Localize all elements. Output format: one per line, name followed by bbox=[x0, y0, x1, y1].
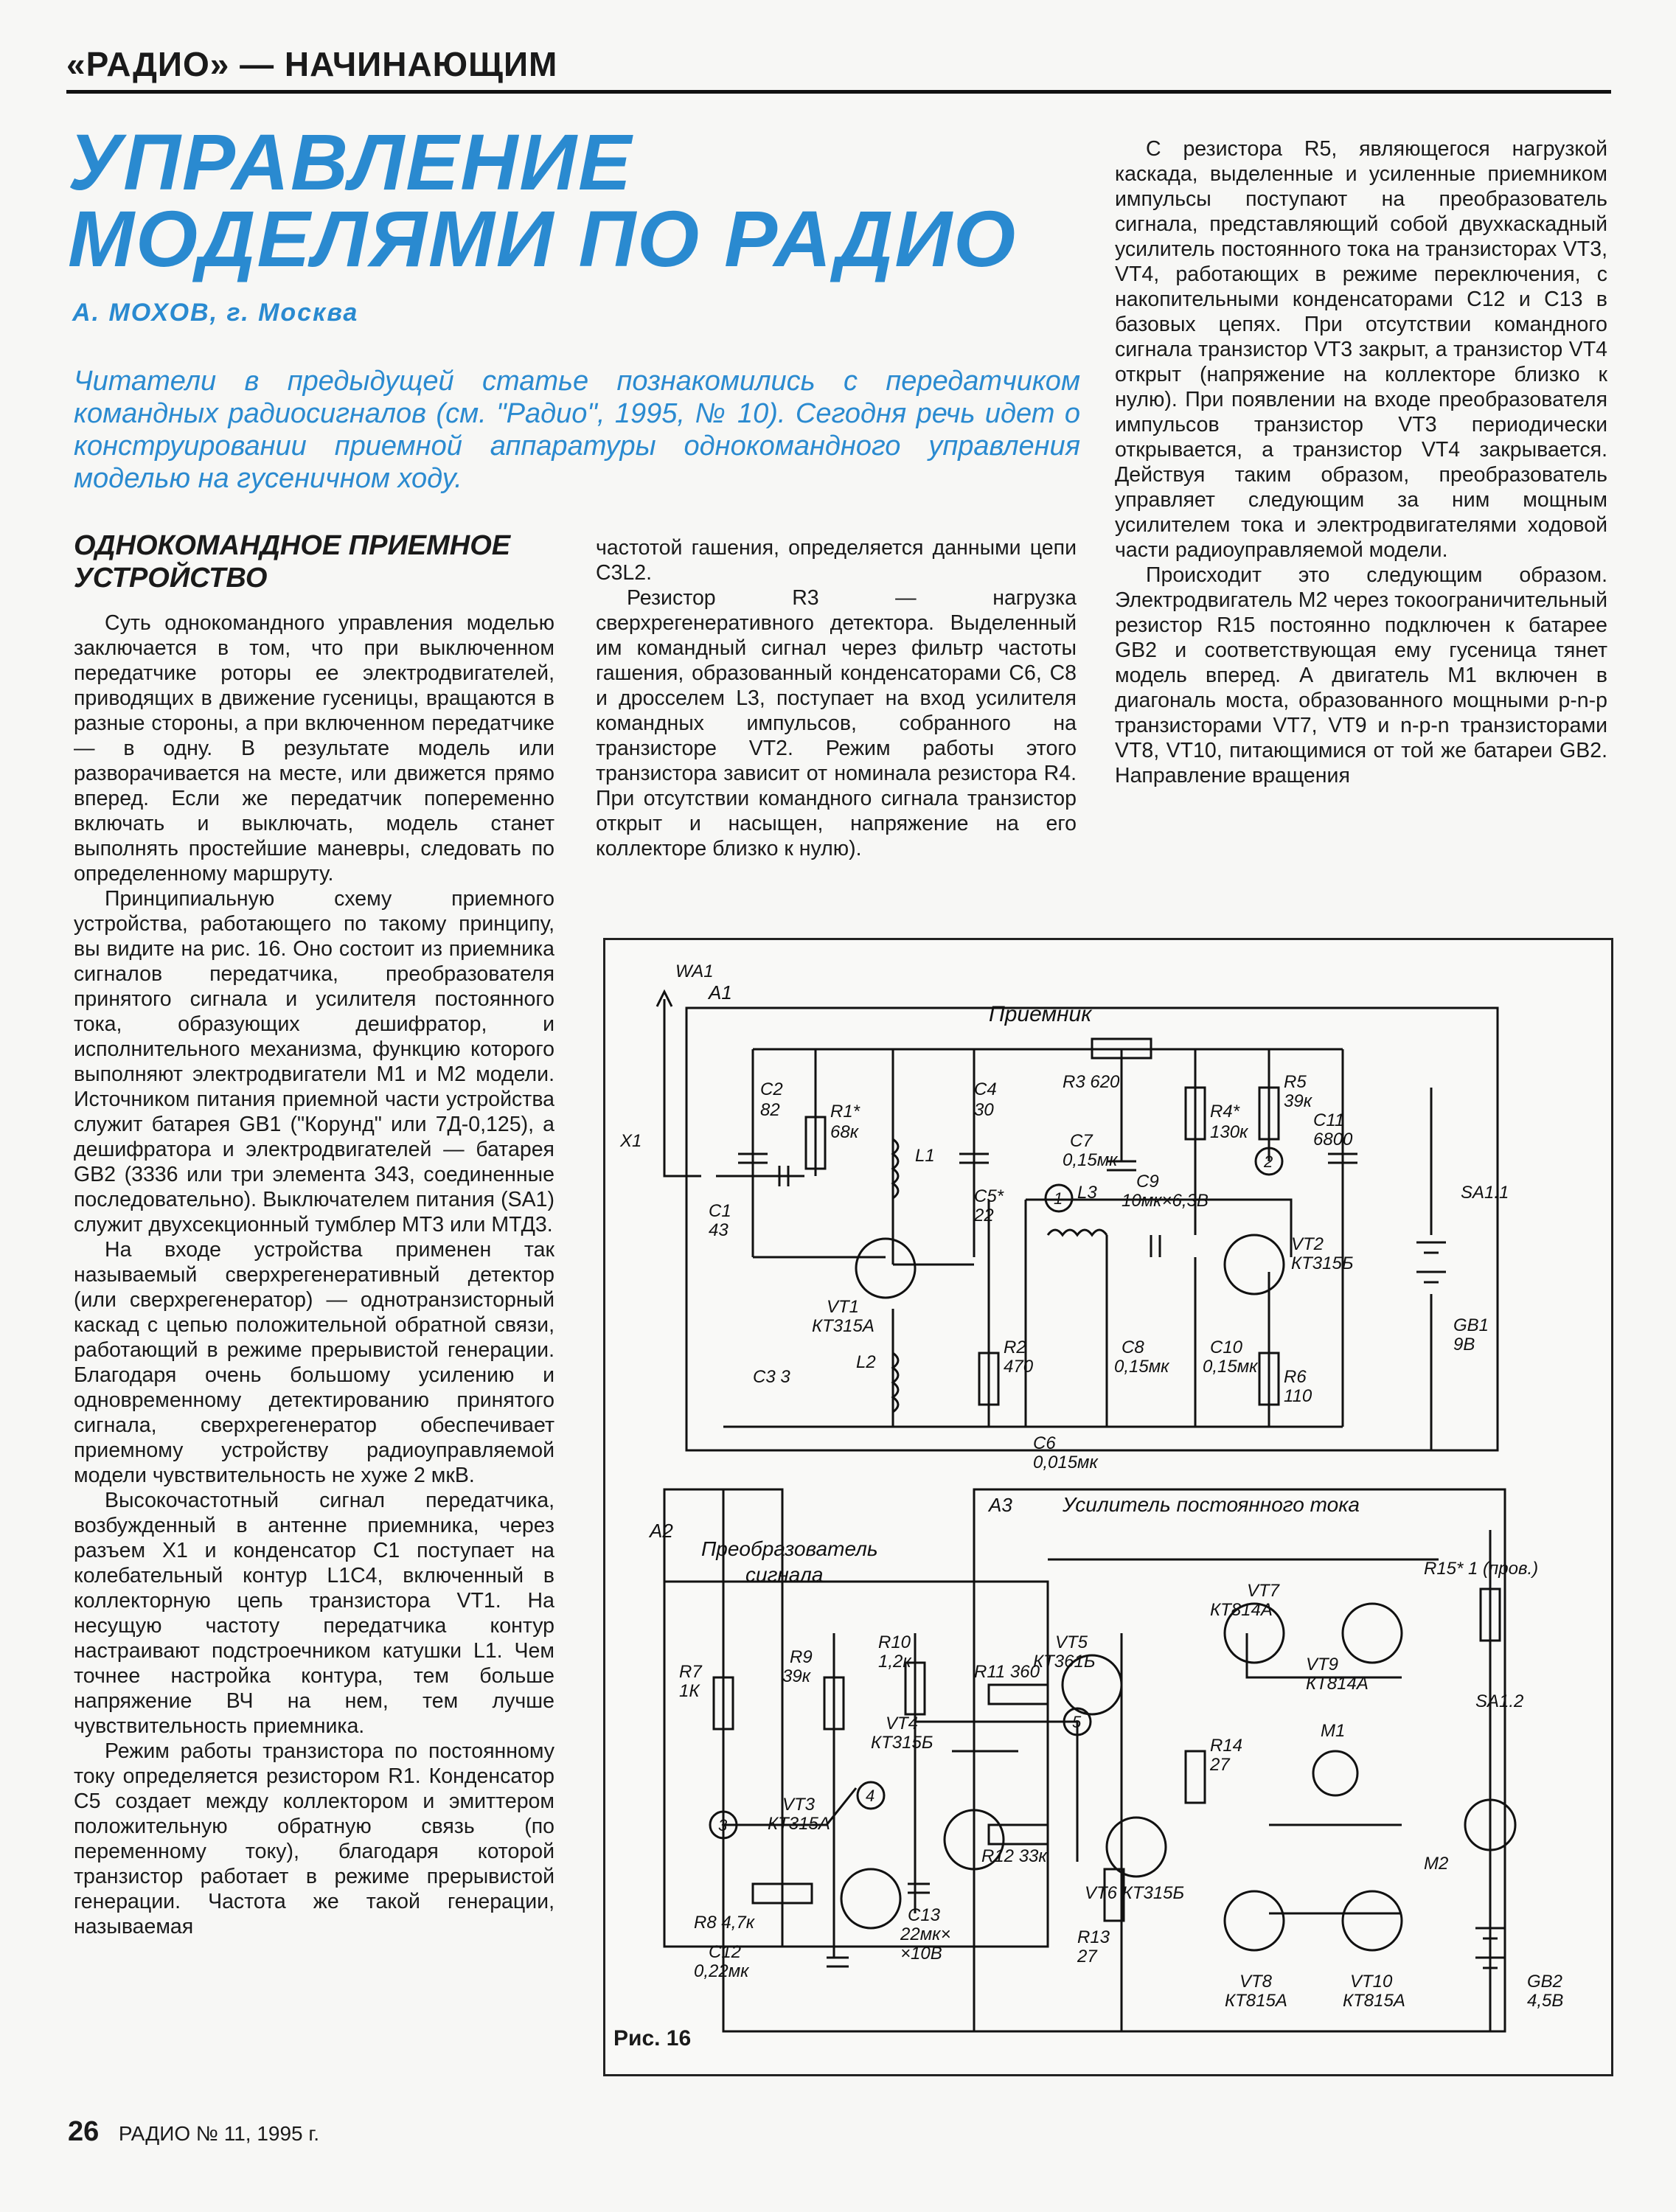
label-vt1-type: КТ315А bbox=[812, 1316, 874, 1336]
label-a2: A2 bbox=[650, 1520, 673, 1542]
label-l3: L3 bbox=[1077, 1183, 1097, 1203]
label-c10-value: 0,15мк bbox=[1203, 1357, 1258, 1377]
paragraph: На входе устройства применен так называемый сверхрегенеративный детектор (или сверхрегенератор) — однотранзисторный каскад с цепью положительной обратной связи, работающий в режиме прерывистой генерации. Благодаря очень большому усилению и одновременному детектированию принятого сигнала, сверхрегенератор обеспечивает приемному устройству радиоуправляемой модели чувствительность не хуже 2 мкВ. bbox=[74, 1238, 554, 1487]
motor-m1-symbol bbox=[1313, 1751, 1357, 1795]
battery-gb1-symbol bbox=[1416, 1242, 1446, 1282]
label-r9: R9 bbox=[790, 1647, 813, 1667]
lead-paragraph: Читатели в предыдущей статье познакомились с передатчиком командных радиосигналов (см. "Радио", 1995, № 10). Сегодня речь идет о конструировании приемной аппаратуры однокомандного управления моделью на гусеничном ходу. bbox=[74, 366, 1080, 494]
transistor-vt2-symbol bbox=[1225, 1235, 1284, 1294]
label-c6: C6 bbox=[1033, 1433, 1056, 1453]
label-vt1: VT1 bbox=[827, 1297, 860, 1317]
label-vt5-type: КТ361Б bbox=[1033, 1652, 1096, 1672]
transistor-vt1-symbol bbox=[856, 1239, 915, 1298]
label-vt4-type: КТ315Б bbox=[871, 1733, 933, 1753]
label-c9: C9 bbox=[1136, 1172, 1159, 1192]
label-r5-value: 39к bbox=[1284, 1091, 1312, 1111]
magazine-issue: РАДИО № 11, 1995 г. bbox=[118, 2122, 319, 2145]
capacitor-c13-symbol bbox=[908, 1884, 930, 1893]
label-vt7: VT7 bbox=[1247, 1581, 1280, 1601]
label-l2: L2 bbox=[856, 1352, 876, 1372]
label-sa12: SA1.2 bbox=[1475, 1691, 1524, 1711]
text-column-1 bbox=[74, 611, 554, 1939]
label-c9-value: 10мк×6,3В bbox=[1122, 1191, 1209, 1211]
label-c3: C3 3 bbox=[753, 1367, 790, 1387]
label-a3-title: Усилитель постоянного тока bbox=[1063, 1493, 1360, 1516]
page-footer bbox=[68, 2116, 319, 2148]
paragraph: частотой гашения, определяется данными цепи C3L2. bbox=[596, 536, 1077, 585]
label-vt3: VT3 bbox=[782, 1795, 816, 1815]
title-line-1: УПРАВЛЕНИЕ bbox=[68, 117, 633, 206]
section-header: «РАДИО» — НАЧИНАЮЩИМ bbox=[66, 45, 558, 83]
wire-node5 bbox=[915, 1722, 1077, 1862]
label-r10: R10 bbox=[878, 1632, 911, 1652]
transistor-vt10-symbol bbox=[1343, 1891, 1402, 1950]
paragraph: Суть однокомандного управления моделью заключается в том, что при выключенном передатчике роторы ее электродвигателей, приводящих в движение гусеницы, вращаются в разные стороны, а при включенном передатчике — в одну. В результате модель или разворачивается на месте, или движется прямо вперед. Если же передатчик попеременно включать и выключать, модель станет выполнять простейшие маневры, следовать по определенному маршруту. bbox=[74, 611, 554, 886]
capacitor-c9-symbol bbox=[1151, 1235, 1160, 1257]
label-gb2-value: 4,5В bbox=[1527, 1991, 1564, 2011]
rail-converter-bottom bbox=[723, 1489, 1498, 2031]
paragraph: Происходит это следующим образом. Электродвигатель М2 через токоограничительный резистор R15 постоянно подключен к батарее GB2 и соответствующая ему гусеница тянет модель вперед. А двигатель М1 включен в диагональ моста, образованного мощными p-n-p транзисторами VT7, VT9 и n-p-n транзисторами VT8, VT10, питающимися от той же батареи GB2. Направление вращения bbox=[1115, 563, 1607, 787]
transistor-vt3-symbol bbox=[841, 1869, 900, 1928]
resistor-r14-symbol bbox=[1186, 1751, 1205, 1803]
label-vt2-type: КТ315Б bbox=[1291, 1253, 1354, 1273]
antenna-feed bbox=[664, 999, 701, 1176]
label-c10: C10 bbox=[1210, 1338, 1243, 1357]
resistor-r12-symbol bbox=[989, 1825, 1048, 1844]
label-gb1-value: 9В bbox=[1453, 1335, 1475, 1354]
label-c8: C8 bbox=[1122, 1338, 1144, 1357]
label-r3: R3 620 bbox=[1063, 1072, 1120, 1092]
paragraph: С резистора R5, являющегося нагрузкой каскада, выделенные и усиленные приемником импульсы поступают на преобразователь сигнала, представляющий собой двухкаскадный усилитель постоянного тока на транзисторах VT3, VT4, работающих в режиме переключения, с накопительными конденсаторами С12 и С13 в базовых цепях. При отсутствии командного сигнала транзистор VT3 закрыт, а транзистор VT4 открыт (напряжение на коллекторе близко к нулю). При появлении на входе преобразователя импульсов транзистор VT3 периодически открывается, а транзистор VT4 закрывается. Действуя таким образом, преобразователь управляет следующим за ним мощным усилителем тока и электродвигателями ходовой части радиоуправляемой модели. bbox=[1115, 137, 1607, 562]
label-c12-value: 0,22мк bbox=[694, 1961, 749, 1981]
label-wa1: WA1 bbox=[675, 961, 714, 981]
transistor-vt6-symbol bbox=[1107, 1818, 1166, 1877]
resistor-r11-symbol bbox=[989, 1685, 1048, 1704]
article-title bbox=[68, 117, 1100, 283]
label-vt8: VT8 bbox=[1239, 1972, 1273, 1992]
label-vt9: VT9 bbox=[1306, 1655, 1339, 1674]
label-r14: R14 bbox=[1210, 1736, 1243, 1756]
figure-caption: Рис. 16 bbox=[613, 2026, 692, 2051]
text-column-2 bbox=[596, 535, 1077, 861]
label-c6-value: 0,015мк bbox=[1033, 1453, 1098, 1472]
label-c5-value: 22 bbox=[974, 1206, 994, 1225]
label-c13: C13 bbox=[908, 1905, 941, 1925]
label-vt10: VT10 bbox=[1350, 1972, 1393, 1992]
paragraph: Резистор R3 — нагрузка сверхрегенеративного детектора. Выделенный им командный сигнал через фильтр частоты гашения, образованный конденсаторами С6, С8 и дросселем L3, поступает на вход усилителя командных импульсов, собранного на транзисторе VT2. Режим работы этого транзистора зависит от номинала резистора R4. При отсутствии командного сигнала транзистор открыт и насыщен, напряжение на его коллекторе близко к нулю). bbox=[596, 586, 1077, 860]
label-c5: C5* bbox=[974, 1186, 1004, 1206]
label-c4: C4 bbox=[974, 1079, 997, 1099]
label-vt8-type: КТ815А bbox=[1225, 1991, 1287, 2011]
capacitor-c12-symbol bbox=[827, 1958, 849, 1966]
label-x1: X1 bbox=[620, 1131, 642, 1151]
label-l1: L1 bbox=[915, 1146, 935, 1166]
label-r1-value: 68к bbox=[830, 1122, 859, 1142]
label-r2: R2 bbox=[1004, 1338, 1026, 1357]
label-node-1: 1 bbox=[1054, 1189, 1063, 1208]
label-sa11: SA1.1 bbox=[1461, 1183, 1509, 1203]
label-r12: R12 33к bbox=[981, 1846, 1047, 1866]
label-c7: C7 bbox=[1070, 1131, 1093, 1151]
label-vt9-type: КТ814А bbox=[1306, 1674, 1369, 1694]
label-vt7-type: КТ814А bbox=[1210, 1600, 1273, 1620]
header-rule bbox=[66, 90, 1611, 94]
label-gb2: GB2 bbox=[1527, 1972, 1563, 1992]
paragraph: Режим работы транзистора по постоянному току определяется резистором R1. Конденсатор С5 создает между коллектором и эмиттером положительную обратную связь (по переменному току), благодаря которой транзистор работает в режиме прерывистой генерации. Частота же такой генерации, называемая bbox=[74, 1739, 554, 1938]
label-a1-title: Приемник bbox=[989, 1002, 1092, 1026]
label-a3: A3 bbox=[989, 1494, 1012, 1516]
label-node-5: 5 bbox=[1072, 1713, 1082, 1731]
label-r10-value: 1,2к bbox=[878, 1652, 911, 1672]
label-c2-value: 82 bbox=[760, 1100, 780, 1120]
schematic-figure bbox=[603, 938, 1613, 2076]
label-node-4: 4 bbox=[866, 1787, 875, 1805]
label-node-3: 3 bbox=[718, 1816, 728, 1834]
label-a2-title-2: сигнала bbox=[745, 1563, 824, 1586]
label-c11: C11 bbox=[1313, 1110, 1345, 1130]
title-line-2: МОДЕЛЯМИ ПО РАДИО bbox=[68, 194, 1018, 283]
label-r13-value: 27 bbox=[1077, 1947, 1097, 1966]
label-vt6: VT6 КТ315Б bbox=[1085, 1883, 1185, 1903]
label-r4: R4* bbox=[1210, 1102, 1240, 1121]
page-number: 26 bbox=[68, 2116, 100, 2147]
label-c7-value: 0,15мк bbox=[1063, 1150, 1118, 1170]
label-a2-title-1: Преобразователь bbox=[701, 1537, 878, 1560]
label-r6: R6 bbox=[1284, 1367, 1307, 1387]
label-node-2: 2 bbox=[1264, 1152, 1273, 1171]
label-c13-value-2: ×10В bbox=[900, 1944, 942, 1964]
label-c11-value: 6800 bbox=[1313, 1130, 1353, 1150]
label-m1: M1 bbox=[1321, 1721, 1346, 1741]
label-r7-value: 1К bbox=[679, 1681, 700, 1701]
label-c12: C12 bbox=[709, 1942, 742, 1962]
label-gb1: GB1 bbox=[1453, 1315, 1489, 1335]
circuit-schematic bbox=[605, 940, 1611, 2074]
label-r14-value: 27 bbox=[1210, 1755, 1230, 1775]
label-c1-value: 43 bbox=[709, 1220, 729, 1240]
label-a1: A1 bbox=[709, 981, 732, 1004]
label-r8: R8 4,7к bbox=[694, 1913, 755, 1933]
paragraph: Принципиальную схему приемного устройства, работающего по такому принципу, вы видите на рис. 16. Оно состоит из приемника сигналов передатчика, преобразователя принятого сигнала и усилителя постоянного тока, образующих дешифратор, и исполнительного механизма, функцию которого выполняют электродвигатели М1 и М2 модели. Источником питания приемной части устройства служит батарея GB1 ("Корунд" или 7Д-0,125), а дешифратора и электродвигателей — батарея GB2 (3336 или три элемента 343, соединенные последовательно). Выключателем питания (SA1) служит двухсекционный тумблер МТ3 или МТД3. bbox=[74, 887, 554, 1237]
label-r2-value: 470 bbox=[1004, 1357, 1034, 1377]
text-column-3 bbox=[1115, 136, 1607, 788]
author-line: А. МОХОВ, г. Москва bbox=[72, 299, 359, 327]
label-r9-value: 39к bbox=[782, 1666, 811, 1686]
label-r6-value: 110 bbox=[1284, 1386, 1312, 1406]
section-subheading: ОДНОКОМАНДНОЕ ПРИЕМНОЕ УСТРОЙСТВО bbox=[74, 530, 511, 594]
label-r11: R11 360 bbox=[974, 1662, 1040, 1682]
label-c4-value: 30 bbox=[974, 1100, 994, 1120]
label-c8-value: 0,15мк bbox=[1114, 1357, 1169, 1377]
label-m2: M2 bbox=[1424, 1854, 1449, 1874]
label-vt4: VT4 bbox=[886, 1714, 919, 1733]
label-r4-value: 130к bbox=[1210, 1122, 1248, 1142]
label-c1: C1 bbox=[709, 1201, 731, 1221]
label-c13-value: 22мк× bbox=[900, 1924, 951, 1944]
label-vt2: VT2 bbox=[1291, 1234, 1324, 1254]
block-a2-outline bbox=[664, 1582, 1048, 1947]
transistor-vt9-symbol bbox=[1343, 1604, 1402, 1663]
label-c2: C2 bbox=[760, 1079, 783, 1099]
transistor-vt8-symbol bbox=[1225, 1891, 1284, 1950]
label-r7: R7 bbox=[679, 1662, 702, 1682]
paragraph: Высокочастотный сигнал передатчика, возбужденный в антенне приемника, через разъем Х1 и конденсатор С1 поступает на колебательный контур L1C4, включенный в коллекторную цепь транзистора VT1. На несущую частоту передатчика контур настраивают подстроечником катушки L1. Чем точнее настройка контура, тем больше напряжение ВЧ на нем, тем лучше чувствительность приемника. bbox=[74, 1489, 554, 1738]
label-vt10-type: КТ815А bbox=[1343, 1991, 1405, 2011]
label-vt3-type: КТ315А bbox=[768, 1814, 830, 1834]
label-vt5: VT5 bbox=[1055, 1632, 1088, 1652]
label-r1: R1* bbox=[830, 1102, 860, 1121]
label-r15: R15* 1 (пров.) bbox=[1424, 1559, 1539, 1579]
inductor-l3-symbol bbox=[1048, 1230, 1107, 1235]
label-r13: R13 bbox=[1077, 1927, 1110, 1947]
label-r5: R5 bbox=[1284, 1072, 1307, 1092]
